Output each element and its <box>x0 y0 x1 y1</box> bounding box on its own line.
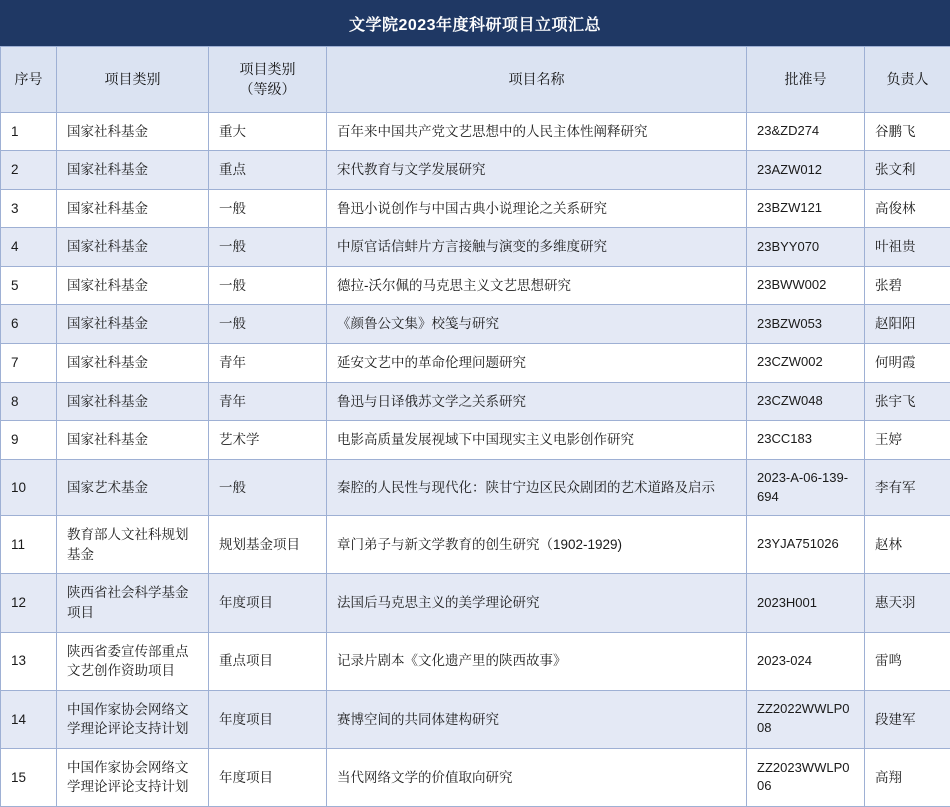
table-row <box>1 112 950 151</box>
cell-index: 3 <box>1 189 57 228</box>
cell-index: 14 <box>1 690 57 748</box>
cell-approval-number: 23BYY070 <box>747 228 865 267</box>
project-summary-table <box>0 46 950 807</box>
cell-leader: 张宇飞 <box>865 382 950 421</box>
cell-leader: 王婷 <box>865 421 950 460</box>
cell-leader: 赵阳阳 <box>865 305 950 344</box>
table-row <box>1 421 950 460</box>
cell-index: 13 <box>1 632 57 690</box>
cell-category: 国家社科基金 <box>57 421 209 460</box>
table-row <box>1 748 950 806</box>
cell-level: 重大 <box>209 112 327 151</box>
cell-category: 国家社科基金 <box>57 112 209 151</box>
table-row <box>1 459 950 516</box>
cell-category: 中国作家协会网络文学理论评论支持计划 <box>57 690 209 748</box>
cell-project-name: 当代网络文学的价值取向研究 <box>327 748 747 806</box>
cell-project-name: 《颜鲁公文集》校笺与研究 <box>327 305 747 344</box>
cell-leader: 谷鹏飞 <box>865 112 950 151</box>
cell-index: 5 <box>1 266 57 305</box>
cell-level: 年度项目 <box>209 574 327 632</box>
page-title: 文学院2023年度科研项目立项汇总 <box>0 0 950 46</box>
cell-level: 年度项目 <box>209 748 327 806</box>
cell-approval-number: 23CZW048 <box>747 382 865 421</box>
cell-level: 一般 <box>209 459 327 516</box>
column-header-leader: 负责人 <box>865 47 950 113</box>
cell-approval-number: 23AZW012 <box>747 151 865 190</box>
cell-category: 陕西省委宣传部重点文艺创作资助项目 <box>57 632 209 690</box>
cell-index: 9 <box>1 421 57 460</box>
cell-level: 一般 <box>209 305 327 344</box>
column-header-level-sub: （等级） <box>219 79 316 99</box>
table-row <box>1 305 950 344</box>
table-row <box>1 266 950 305</box>
table-row <box>1 382 950 421</box>
cell-index: 11 <box>1 516 57 574</box>
cell-leader: 李有军 <box>865 459 950 516</box>
cell-leader: 雷鸣 <box>865 632 950 690</box>
cell-index: 12 <box>1 574 57 632</box>
column-header-index: 序号 <box>1 47 57 113</box>
table-row <box>1 632 950 690</box>
table-row <box>1 228 950 267</box>
cell-category: 国家社科基金 <box>57 266 209 305</box>
column-header-category: 项目类别 <box>57 47 209 113</box>
cell-index: 8 <box>1 382 57 421</box>
cell-level: 重点项目 <box>209 632 327 690</box>
cell-project-name: 鲁迅与日译俄苏文学之关系研究 <box>327 382 747 421</box>
table-header <box>1 47 950 113</box>
cell-level: 规划基金项目 <box>209 516 327 574</box>
cell-project-name: 记录片剧本《文化遗产里的陕西故事》 <box>327 632 747 690</box>
cell-project-name: 延安文艺中的革命伦理问题研究 <box>327 343 747 382</box>
table-row <box>1 516 950 574</box>
cell-level: 一般 <box>209 189 327 228</box>
cell-level: 一般 <box>209 266 327 305</box>
table-row <box>1 151 950 190</box>
cell-approval-number: 23BZW053 <box>747 305 865 344</box>
cell-leader: 赵林 <box>865 516 950 574</box>
table-header-row <box>1 47 950 113</box>
cell-approval-number: 23BWW002 <box>747 266 865 305</box>
cell-approval-number: 23BZW121 <box>747 189 865 228</box>
cell-approval-number: 2023-024 <box>747 632 865 690</box>
cell-project-name: 百年来中国共产党文艺思想中的人民主体性阐释研究 <box>327 112 747 151</box>
cell-index: 10 <box>1 459 57 516</box>
column-header-level-main: 项目类别 <box>219 59 316 79</box>
cell-approval-number: ZZ2023WWLP006 <box>747 748 865 806</box>
cell-level: 重点 <box>209 151 327 190</box>
cell-approval-number: 23CZW002 <box>747 343 865 382</box>
cell-category: 国家社科基金 <box>57 228 209 267</box>
table-row <box>1 574 950 632</box>
cell-project-name: 德拉-沃尔佩的马克思主义文艺思想研究 <box>327 266 747 305</box>
cell-leader: 张碧 <box>865 266 950 305</box>
table-row <box>1 189 950 228</box>
cell-category: 国家社科基金 <box>57 382 209 421</box>
table-row <box>1 343 950 382</box>
cell-approval-number: 23YJA751026 <box>747 516 865 574</box>
cell-category: 国家社科基金 <box>57 305 209 344</box>
cell-category: 陕西省社会科学基金项目 <box>57 574 209 632</box>
cell-approval-number: 23CC183 <box>747 421 865 460</box>
cell-category: 教育部人文社科规划基金 <box>57 516 209 574</box>
cell-project-name: 秦腔的人民性与现代化：陕甘宁边区民众剧团的艺术道路及启示 <box>327 459 747 516</box>
cell-approval-number: 2023H001 <box>747 574 865 632</box>
cell-level: 年度项目 <box>209 690 327 748</box>
column-header-approval-number: 批准号 <box>747 47 865 113</box>
cell-category: 国家艺术基金 <box>57 459 209 516</box>
cell-leader: 高翔 <box>865 748 950 806</box>
cell-index: 2 <box>1 151 57 190</box>
table-row <box>1 690 950 748</box>
cell-category: 国家社科基金 <box>57 343 209 382</box>
cell-leader: 叶祖贵 <box>865 228 950 267</box>
cell-index: 15 <box>1 748 57 806</box>
column-header-level <box>209 47 327 113</box>
cell-leader: 段建军 <box>865 690 950 748</box>
cell-index: 1 <box>1 112 57 151</box>
cell-project-name: 法国后马克思主义的美学理论研究 <box>327 574 747 632</box>
cell-project-name: 宋代教育与文学发展研究 <box>327 151 747 190</box>
cell-category: 国家社科基金 <box>57 189 209 228</box>
cell-index: 6 <box>1 305 57 344</box>
cell-project-name: 中原官话信蚌片方言接触与演变的多维度研究 <box>327 228 747 267</box>
cell-category: 中国作家协会网络文学理论评论支持计划 <box>57 748 209 806</box>
cell-level: 艺术学 <box>209 421 327 460</box>
column-header-project-name: 项目名称 <box>327 47 747 113</box>
cell-approval-number: ZZ2022WWLP008 <box>747 690 865 748</box>
cell-approval-number: 2023-A-06-139-694 <box>747 459 865 516</box>
cell-project-name: 电影高质量发展视域下中国现实主义电影创作研究 <box>327 421 747 460</box>
cell-leader: 何明霞 <box>865 343 950 382</box>
cell-index: 4 <box>1 228 57 267</box>
cell-project-name: 赛博空间的共同体建构研究 <box>327 690 747 748</box>
cell-leader: 高俊林 <box>865 189 950 228</box>
cell-project-name: 章门弟子与新文学教育的创生研究（1902-1929) <box>327 516 747 574</box>
cell-level: 青年 <box>209 343 327 382</box>
cell-leader: 惠天羽 <box>865 574 950 632</box>
cell-approval-number: 23&ZD274 <box>747 112 865 151</box>
cell-level: 青年 <box>209 382 327 421</box>
table-body <box>1 112 950 806</box>
cell-project-name: 鲁迅小说创作与中国古典小说理论之关系研究 <box>327 189 747 228</box>
cell-category: 国家社科基金 <box>57 151 209 190</box>
cell-index: 7 <box>1 343 57 382</box>
cell-leader: 张文利 <box>865 151 950 190</box>
cell-level: 一般 <box>209 228 327 267</box>
